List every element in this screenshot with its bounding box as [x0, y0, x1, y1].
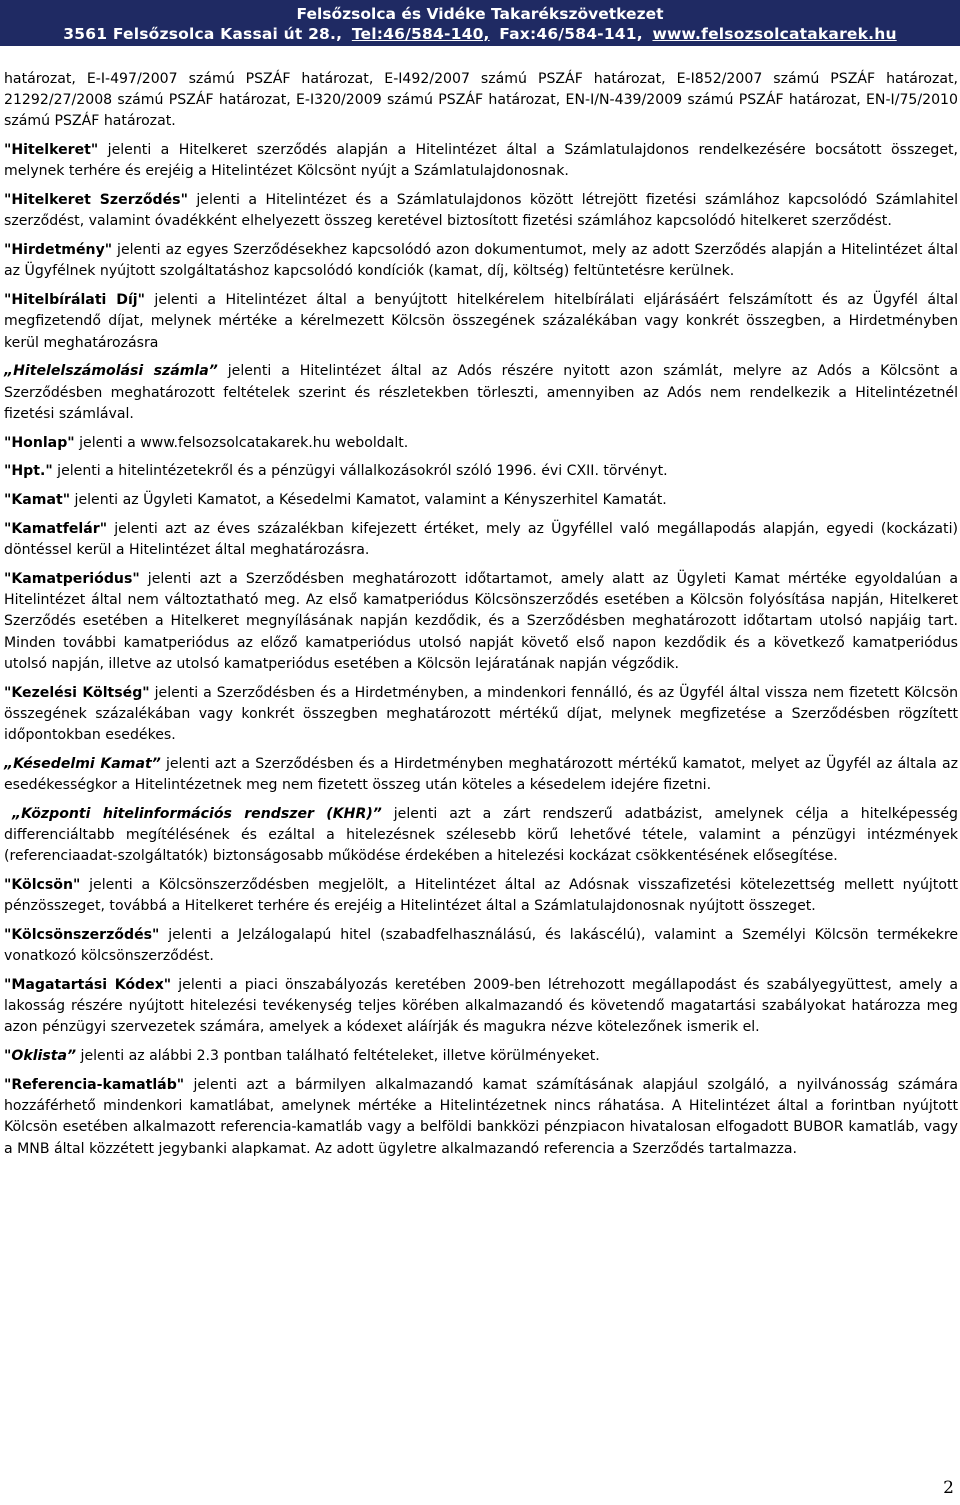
definition-text: jelenti azt a Szerződésben meghatározott időtartamot, amely alatt az Ügyleti Kamat mértéke egyoldalúan a Hitelintézet által nem változtatható meg. Az első kamatperiódus Kölcsönszerződés esetében a Kölcsön folyósítása napján, Hitelkeret Szerződés esetében a Hitelkeret megnyílásának napján kezdődik, és a Szerződésben meghatározott időtartam utolsó napjáig tart. Minden további kamatperiódus az előző kamatperiódus utolsó napját követő első napon kezdődik és a következő kamatperiódus utolsó napján, illetve az utolsó kamatperiódus esetében a Kölcsön lejáratának napján végződik. — [4, 571, 958, 672]
definition-paragraph — [4, 490, 958, 511]
definition-text: jelenti azt a Szerződésben és a Hirdetményben meghatározott mértékű kamatot, melyet az Ügyfél az általa az esedékességkor a Hitelintézetnek meg nem fizetett összeg után köteles a késedelem idejére fizetni. — [4, 755, 959, 794]
definition-term: „Késedelmi Kamat” — [4, 755, 161, 772]
page-number: 2 — [943, 1478, 954, 1498]
definition-paragraph — [4, 433, 958, 454]
definition-text: jelenti a www.felsozsolcatakarek.hu weboldalt. — [74, 434, 409, 451]
definition-text: jelenti azt a zárt rendszerű adatbázist, amelynek célja a hitelképesség differenciáltabb megítélésének és ezáltal a hitelezésnek szélesebb körű lehetővé tétele, valamint a pénzügyi intézmények (referenciaadat-szolgáltatók) biztonságosabb működése érdekében a hitelezési kockázat csökkentésének elősegítése. — [4, 805, 959, 865]
definition-term: „Hitelelszámolási számla” — [4, 363, 218, 380]
definition-text: jelenti a Hitelkeret szerződés alapján a Hitelintézet által a Számlatulajdonos rendelkezésére bocsátott összeget, melynek terhére és erejéig a Hitelintézet Kölcsönt nyújt a Számlatulajdonosnak. — [4, 142, 958, 180]
definition-paragraph — [4, 569, 958, 675]
definition-paragraph — [4, 683, 958, 747]
definition-paragraph — [4, 975, 958, 1039]
header-institution-name: Felsőzsolca és Vidéke Takarékszövetkezet — [296, 5, 664, 23]
definition-term: "Hitelbírálati Díj" — [4, 292, 145, 309]
header-tel-link[interactable]: Tel:46/584-140, — [351, 25, 490, 43]
definition-paragraph — [4, 361, 958, 425]
definition-paragraph — [4, 461, 958, 482]
document-header — [0, 0, 960, 46]
definition-term: "Magatartási Kódex" — [4, 977, 172, 994]
definition-text: jelenti azt a bármilyen alkalmazandó kamat számításának alapjául szolgáló, a nyilvánosság számára hozzáférhető mindenkori kamatlábat, amelynek mértéke a Hitelintézetnek nincs ráhatása. A Hitelintézet által a forintban nyújtott Kölcsön esetében alkalmazott referencia-kamatláb vagy a belföldi bankközi pénzpiacon hivatalosan elfogadott BUBOR kamatláb, vagy a MNB által közzétett jegybanki alapkamat. Az adott ügyletre alkalmazandó referencia a Szerződés tartalmazza. — [4, 1077, 958, 1157]
document-body — [4, 69, 958, 1167]
definition-term: "Hpt." — [4, 463, 53, 480]
definition-text: jelenti a Kölcsönszerződésben megjelölt, a Hitelintézet által az Adósnak visszafizetési kötelezettség mellett nyújtott pénzösszeget, továbbá a Hitelkeret terhére és erejéig a Hitelintézet által a Számlatulajdonosnak nyújtott összeget. — [4, 877, 958, 915]
definition-paragraph — [4, 140, 958, 182]
definition-text: jelenti az alábbi 2.3 pontban található feltételeket, illetve körülményeket. — [76, 1048, 600, 1065]
definition-term: "Honlap" — [4, 434, 75, 451]
definition-paragraph — [4, 754, 958, 796]
definition-text: jelenti az egyes Szerződésekhez kapcsolódó azon dokumentumot, mely az adott Szerződés alapján a Hitelintézet által az Ügyfélnek nyújtott szolgáltatáshoz kapcsolódó kondíciók (kamat, díj, költség) feltüntetésre kerülnek. — [4, 242, 958, 280]
definition-text: jelenti a hitelintézetekről és a pénzügyi vállalkozásokról szóló 1996. évi CXII. törvényt. — [52, 463, 668, 480]
definition-paragraph — [4, 1075, 958, 1160]
definition-term: "Kezelési Költség" — [4, 684, 150, 701]
intro-paragraph: határozat, E-I-497/2007 számú PSZÁF határozat, E-I492/2007 számú PSZÁF határozat, E-I852/2007 számú PSZÁF határozat, 21292/27/2008 számú PSZÁF határozat, E-I320/2009 számú PSZÁF határozat, EN-I/N-439/2009 számú PSZÁF határozat, EN-I/75/2010 számú PSZÁF határozat. — [4, 71, 958, 130]
definition-paragraph — [4, 875, 958, 917]
definition-paragraph — [4, 925, 958, 967]
definitions-list — [4, 140, 958, 1160]
definition-text: jelenti az Ügyleti Kamatot, a Késedelmi Kamatot, valamint a Kényszerhitel Kamatát. — [70, 492, 667, 509]
definition-term: "Kölcsön" — [4, 877, 81, 894]
definition-paragraph — [4, 1046, 958, 1067]
header-fax: Fax:46/584-141, — [499, 25, 643, 43]
header-website-link[interactable]: www.felsozsolcatakarek.hu — [652, 25, 897, 43]
definition-term: "Kamat" — [4, 492, 71, 509]
definition-paragraph — [4, 804, 958, 868]
definition-paragraph — [4, 240, 958, 282]
definition-term: "Referencia-kamatláb" — [4, 1077, 185, 1094]
definition-text: jelenti a piaci önszabályozás keretében 2009-ben létrehozott megállapodást és szabályegyüttest, amely a lakosság részére nyújtott hitelezési tevékenység teljes körében alkalmazandó és követendő magatartási szabályokat határozza meg azon pénzügyi szervezetek számára, amelyek a kódexet aláírják és magukra nézve kötelezőnek ismerik el. — [4, 977, 958, 1036]
definition-term: "Hitelkeret Szerződés" — [4, 192, 188, 209]
header-contact-line — [0, 24, 960, 44]
definition-text: jelenti a Szerződésben és a Hirdetményben, a mindenkori fennálló, és az Ügyfél által vissza nem fizetett Kölcsön összegének százalékában vagy konkrét összegben meghatározott mértékű díjat, melynek megfizetése a Szerződésben rögzített időpontokban esedékes. — [4, 684, 958, 744]
definition-text: jelenti a Jelzálogalapú hitel (szabadfelhasználású, és lakáscélú), valamint a Személyi Kölcsön termékekre vonatkozó kölcsönszerződést. — [4, 927, 958, 965]
definition-text: jelenti a Hitelintézet által a benyújtott hitelkérelem hitelbírálati eljárásáért felszámított és az Ügyfél által megfizetendő díjat, melynek mértéke a kérelmezett Kölcsön összegének százalékában vagy konkrét összegben, a Hirdetményben kerül meghatározásra — [4, 292, 959, 351]
definition-paragraph — [4, 519, 958, 561]
definition-term: "Kamatperiódus" — [4, 571, 140, 587]
definition-term: "Kölcsönszerződés" — [4, 927, 160, 944]
definition-term: "Oklista” — [4, 1048, 77, 1065]
definition-paragraph — [4, 190, 958, 232]
definition-term: "Hirdetmény" — [4, 242, 113, 259]
definition-text: jelenti a Hitelintézet által az Adós részére nyitott azon számlát, melyre az Adós a Kölcsönt a Szerződésben meghatározott feltételek szerint és részletekben törleszti, amennyiben az Adós nem rendelkezik a Hitelintézetnél fizetési számlával. — [4, 363, 958, 422]
definition-term: "Kamatfelár" — [4, 521, 108, 537]
definition-text: jelenti azt az éves százalékban kifejezett értéket, mely az Ügyféllel való megállapodás alapján, egyedi (kockázati) döntéssel kerül a Hitelintézet által meghatározásra. — [4, 521, 958, 559]
definition-text: jelenti a Hitelintézet és a Számlatulajdonos között létrejött fizetési számlához kapcsolódó Számlahitel szerződést, valamint óvadékként elhelyezett összeg keretével biztosított fizetési számlához kapcsolódó hitelkeret szerződést. — [4, 192, 958, 230]
definition-term: „Központi hitelinformációs rendszer (KHR)” — [12, 805, 382, 822]
header-address: 3561 Felsőzsolca Kassai út 28., — [63, 25, 343, 43]
definition-term: "Hitelkeret" — [4, 142, 99, 159]
definition-paragraph — [4, 290, 958, 354]
